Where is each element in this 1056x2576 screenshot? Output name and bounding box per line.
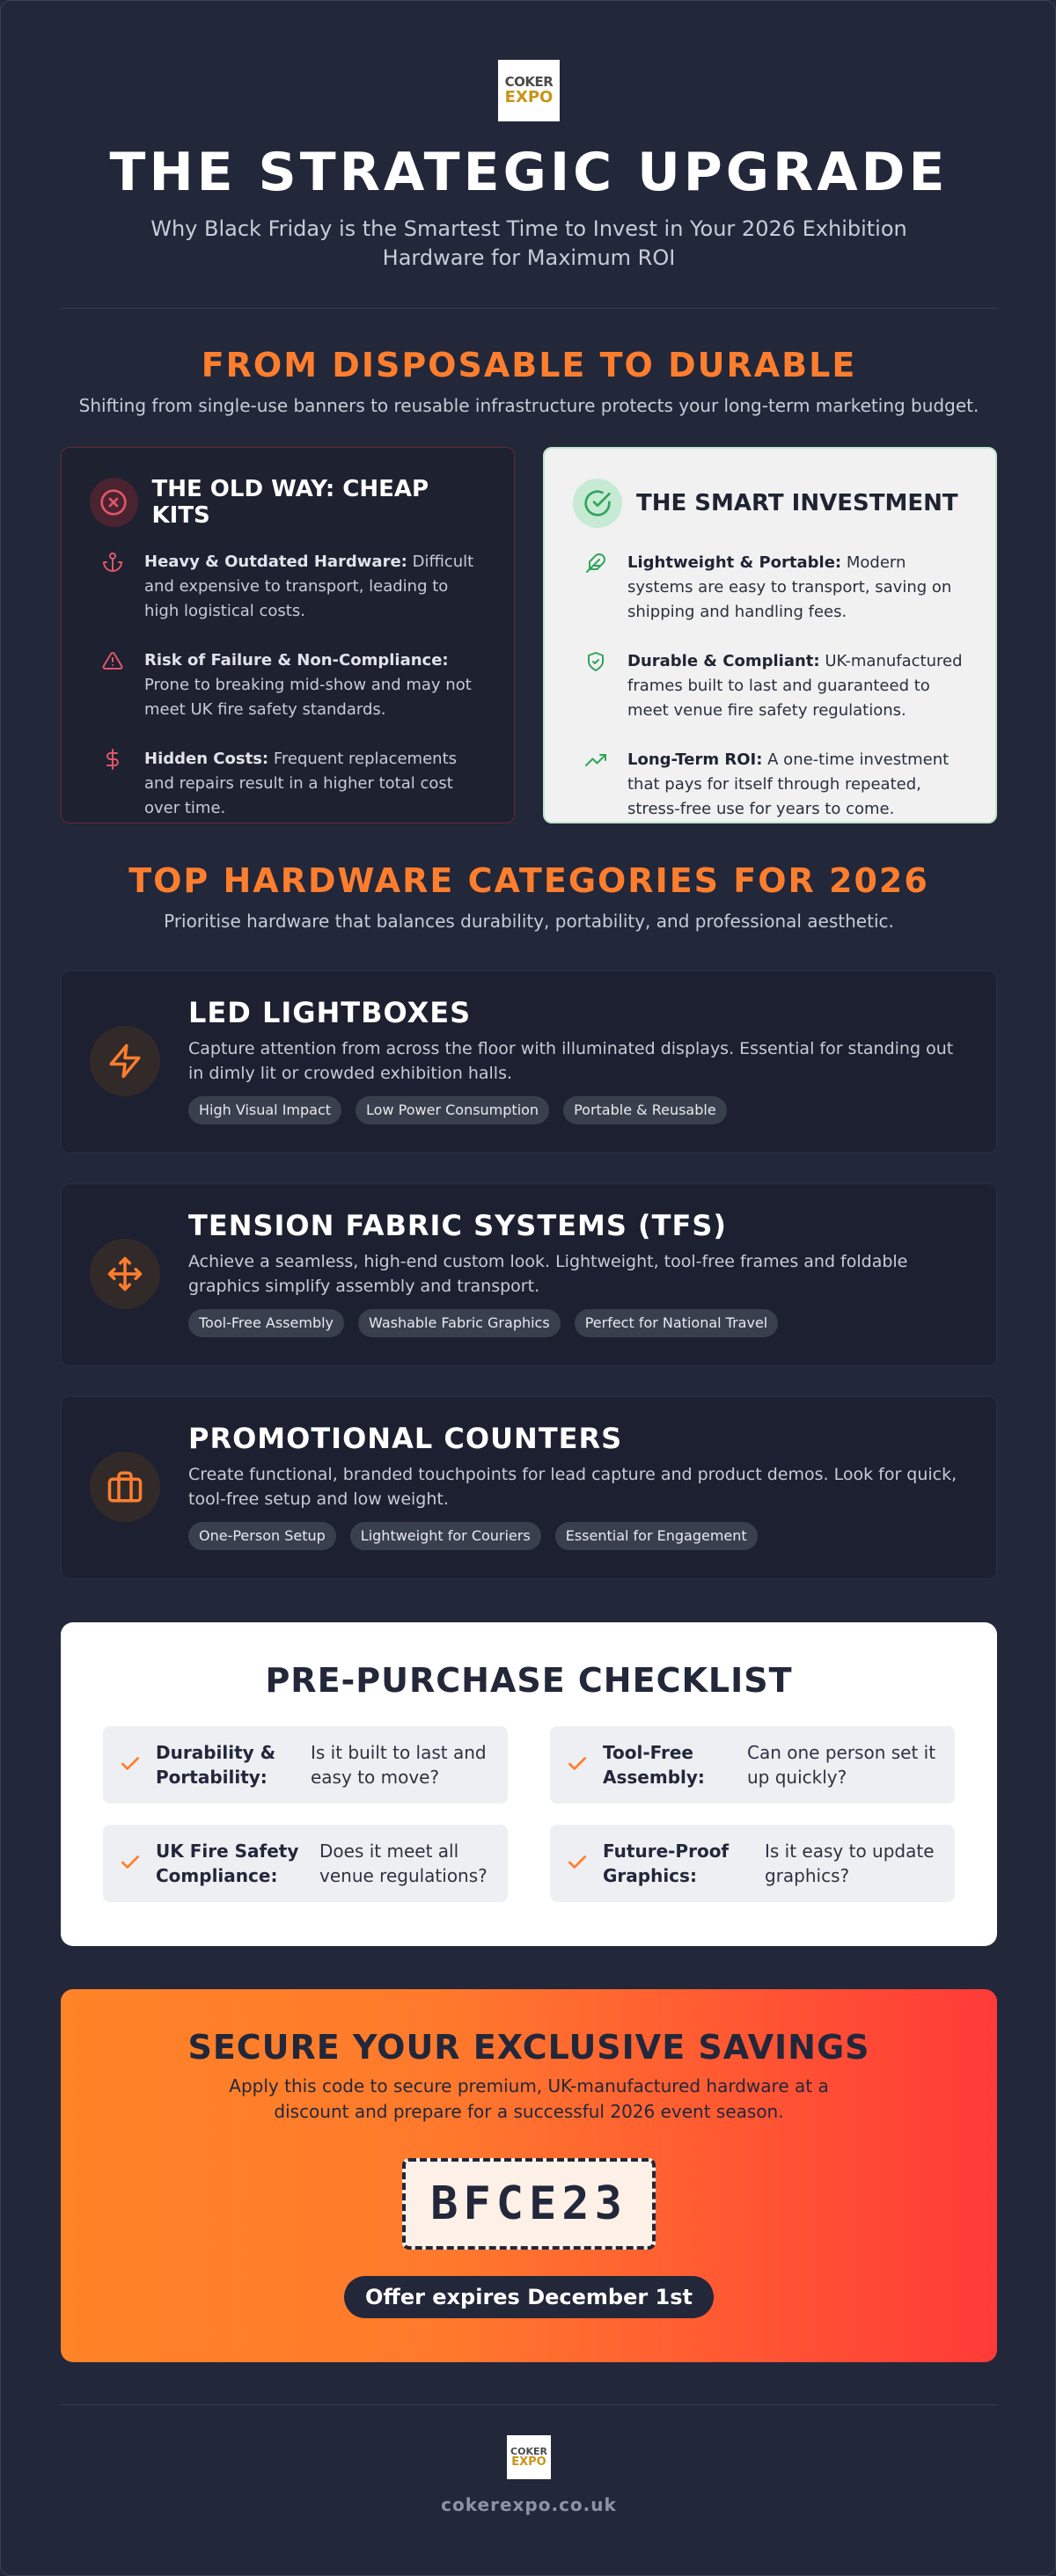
list-item xyxy=(573,649,967,723)
feather-icon xyxy=(585,553,610,577)
dollar-icon xyxy=(102,749,127,773)
checklist-item xyxy=(550,1726,955,1804)
category-description: Capture attention from across the floor with illuminated displays. Essential for standing out in dimly lit or crowded exhibition halls. xyxy=(188,1039,954,1083)
check-icon xyxy=(119,1851,143,1876)
divider xyxy=(61,308,997,309)
item-bold: Long-Term ROI: xyxy=(627,750,763,769)
move-arrows-icon xyxy=(90,1239,160,1309)
item-bold: Lightweight & Portable: xyxy=(627,553,842,572)
feature-tag: Tool-Free Assembly xyxy=(188,1309,344,1337)
item-text: Difficult and expensive to transport, leading to high logistical costs. xyxy=(144,553,474,620)
list-item xyxy=(573,551,967,625)
category-description: Create functional, branded touchpoints for lead capture and product demos. Look for quick, tool-free setup and low weight. xyxy=(188,1465,957,1509)
item-text: Modern systems are easy to transport, saving on shipping and handling fees. xyxy=(627,553,952,621)
category-card-led-lightboxes xyxy=(61,970,997,1153)
divider xyxy=(61,2404,997,2405)
durable-section-title: FROM DISPOSABLE TO DURABLE xyxy=(201,346,857,384)
item-bold: Hidden Costs: xyxy=(144,750,269,768)
footer-logo xyxy=(507,2435,551,2479)
check-circle-icon xyxy=(573,479,622,528)
list-item xyxy=(573,748,967,822)
lightning-icon xyxy=(90,1026,160,1096)
checklist-label: Durability & xyxy=(156,1742,276,1763)
checklist-label: Assembly: xyxy=(603,1767,705,1788)
feature-tag: Low Power Consumption xyxy=(356,1096,549,1124)
checklist-question: easy to move? xyxy=(311,1767,440,1788)
shield-check-icon xyxy=(585,651,610,676)
savings-banner xyxy=(61,1989,997,2362)
item-text: UK-manufactured frames built to last and guaranteed to meet venue fire safety regulations. xyxy=(627,652,963,720)
categories-section-subtitle: Prioritise hardware that balances durability, portability, and professional aesthetic. xyxy=(164,911,894,932)
checklist-item xyxy=(103,1726,508,1804)
pre-purchase-checklist xyxy=(61,1622,997,1946)
logo-line2: EXPO xyxy=(504,88,554,106)
category-title: TENSION FABRIC SYSTEMS (TFS) xyxy=(188,1209,728,1242)
item-text: Frequent replacements and repairs result in a higher total cost over time. xyxy=(144,750,458,817)
category-title: LED LIGHTBOXES xyxy=(188,996,472,1029)
warning-icon xyxy=(102,650,127,675)
checklist-label: UK Fire Safety xyxy=(156,1841,299,1862)
page-title: THE STRATEGIC UPGRADE xyxy=(109,142,949,203)
offer-expiry-badge: Offer expires December 1st xyxy=(344,2276,714,2318)
check-icon xyxy=(566,1753,590,1777)
durable-section-subtitle: Shifting from single-use banners to reusable infrastructure protects your long-term marketing budget. xyxy=(78,395,979,416)
item-text: Prone to breaking mid-show and may not meet UK fire safety standards. xyxy=(144,676,472,719)
feature-tag: High Visual Impact xyxy=(188,1096,341,1124)
check-icon xyxy=(566,1851,590,1876)
checklist-label: Future-Proof xyxy=(603,1841,730,1862)
list-item xyxy=(90,747,486,821)
old-way-title: THE OLD WAY: CHEAP KITS xyxy=(151,476,429,529)
page-subtitle: Why Black Friday is the Smartest Time to Invest in Your 2026 Exhibition Hardware for Maximum ROI xyxy=(150,216,907,270)
checklist-question: graphics? xyxy=(765,1865,850,1886)
list-item xyxy=(90,550,486,624)
savings-description: Apply this code to secure premium, UK-manufactured hardware at a discount and prepare for a successful 2026 event season. xyxy=(229,2075,829,2122)
checklist-item xyxy=(550,1825,955,1902)
checklist-question: Is it easy to update xyxy=(765,1841,935,1862)
checklist-label: Tool-Free xyxy=(603,1742,693,1763)
category-card-tension-fabric xyxy=(61,1183,997,1366)
feature-tag: Perfect for National Travel xyxy=(575,1309,779,1337)
logo-line2: EXPO xyxy=(511,2455,546,2469)
checklist-label: Graphics: xyxy=(603,1865,697,1886)
checklist-label: Portability: xyxy=(156,1767,268,1788)
feature-tag: One-Person Setup xyxy=(188,1522,336,1550)
smart-investment-title: THE SMART INVESTMENT xyxy=(636,490,958,516)
old-way-card xyxy=(61,447,515,823)
feature-tag: Portable & Reusable xyxy=(563,1096,727,1124)
check-icon xyxy=(119,1753,143,1777)
item-text: A one-time investment that pays for itself through repeated, stress-free use for years to come. xyxy=(627,750,950,818)
category-card-promotional-counters xyxy=(61,1396,997,1579)
anchor-icon xyxy=(102,552,127,576)
logo-line1: COKER xyxy=(504,74,554,90)
category-description: Achieve a seamless, high-end custom look. Lightweight, tool-free frames and foldable graphics simplify assembly and transport. xyxy=(188,1252,908,1296)
checklist-question: Is it built to last and xyxy=(311,1742,487,1763)
categories-section-title: TOP HARDWARE CATEGORIES FOR 2026 xyxy=(128,861,929,900)
item-bold: Heavy & Outdated Hardware: xyxy=(144,553,407,571)
feature-tag: Essential for Engagement xyxy=(555,1522,758,1550)
promo-code[interactable]: BFCE23 xyxy=(402,2158,656,2250)
smart-investment-card xyxy=(543,447,997,823)
logo-line1: COKER xyxy=(510,2446,547,2457)
feature-tag: Lightweight for Couriers xyxy=(350,1522,541,1550)
briefcase-icon xyxy=(90,1452,160,1522)
checklist-item xyxy=(103,1825,508,1902)
item-bold: Risk of Failure & Non-Compliance: xyxy=(144,651,449,670)
x-circle-icon xyxy=(90,478,138,527)
checklist-label: Compliance: xyxy=(156,1865,278,1886)
checklist-question: venue regulations? xyxy=(319,1865,488,1886)
checklist-question: Does it meet all xyxy=(319,1841,459,1862)
item-bold: Durable & Compliant: xyxy=(627,652,820,670)
savings-title: SECURE YOUR EXCLUSIVE SAVINGS xyxy=(187,2028,870,2067)
trending-up-icon xyxy=(585,750,610,774)
list-item xyxy=(90,648,486,722)
checklist-question: Can one person set it xyxy=(747,1742,936,1763)
category-title: PROMOTIONAL COUNTERS xyxy=(188,1422,623,1455)
website-link[interactable]: cokerexpo.co.uk xyxy=(441,2494,617,2515)
checklist-title: PRE-PURCHASE CHECKLIST xyxy=(265,1661,793,1700)
brand-logo xyxy=(498,60,560,121)
checklist-question: up quickly? xyxy=(747,1767,847,1788)
feature-tag: Washable Fabric Graphics xyxy=(358,1309,561,1337)
